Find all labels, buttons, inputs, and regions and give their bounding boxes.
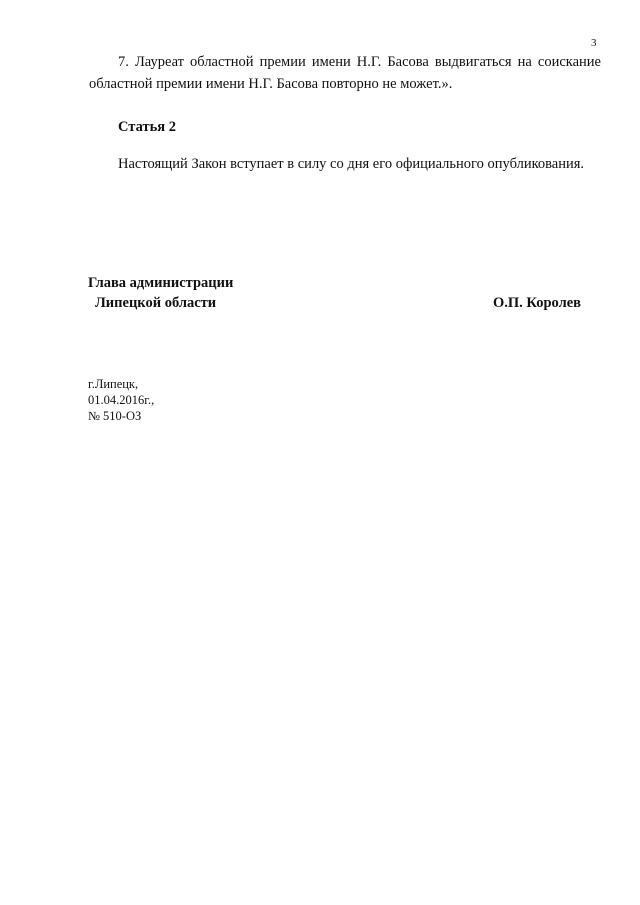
- article-heading: Статья 2: [118, 119, 176, 135]
- signatory-title-line-1: Глава администрации: [88, 275, 234, 291]
- signatory-name: О.П. Королев: [493, 295, 581, 311]
- paragraph-entry-into-force: Настоящий Закон вступает в силу со дня его официального опубликования.: [118, 156, 585, 172]
- signatory-title-line-2: Липецкой области: [95, 295, 217, 311]
- place-date-number-block: [88, 376, 154, 424]
- page-number: 3: [591, 37, 597, 49]
- date: 01.04.2016г.,: [88, 393, 155, 407]
- city: г.Липецк,: [88, 377, 139, 391]
- law-number: № 510-ОЗ: [88, 409, 142, 423]
- paragraph-laureate: 7. Лауреат областной премии имени Н.Г. Басова выдвигаться на соискание областной премии имени Н.Г. Басова повторно не может.».: [89, 54, 601, 92]
